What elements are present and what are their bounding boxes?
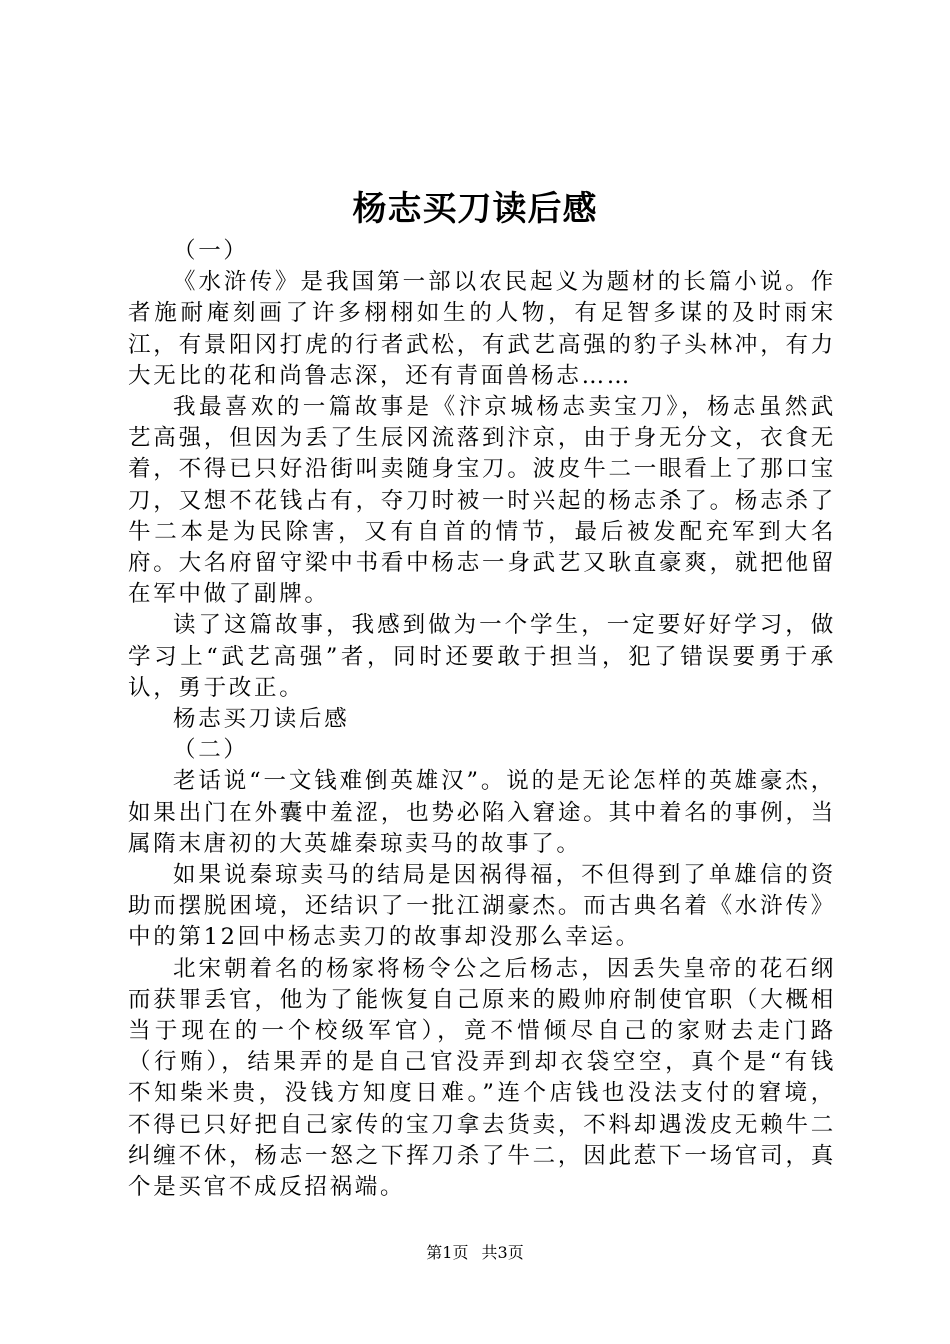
section-subtitle: 杨志买刀读后感 — [173, 706, 350, 733]
document-body — [128, 236, 836, 1203]
paragraph: 《水浒传》是我国第一部以农民起义为题材的长篇小说。作者施耐庵刻画了许多栩栩如生的人物，有足智多谋的及时雨宋江，有景阳冈打虎的行者武松，有武艺高强的豹子头林冲，有力大无比的花和尚鲁志深，还有青面兽杨志…… — [128, 269, 836, 389]
paragraph: 我最喜欢的一篇故事是《汴京城杨志卖宝刀》，杨志虽然武艺高强，但因为丢了生辰冈流落到汴京，由于身无分文，衣食无着，不得已只好沿街叫卖随身宝刀。波皮牛二一眼看上了那口宝刀，又想不花钱占有，夺刀时被一时兴起的杨志杀了。杨志杀了牛二本是为民除害，又有自首的情节，最后被发配充军到大名府。大名府留守梁中书看中杨志一身武艺又耿直豪爽，就把他留在军中做了副牌。 — [128, 394, 836, 608]
paragraph: 老话说“一文钱难倒英雄汉”。说的是无论怎样的英雄豪杰，如果出门在外囊中羞涩，也势必陷入窘途。其中着名的事例，当属隋末唐初的大英雄秦琼卖马的故事了。 — [128, 768, 836, 857]
paragraph: 读了这篇故事，我感到做为一个学生，一定要好好学习，做学习上“武艺高强”者，同时还要敢于担当，犯了错误要勇于承认，勇于改正。 — [128, 612, 836, 701]
section-marker-two: （二） — [173, 737, 249, 764]
page-number: 第1页 — [426, 1243, 469, 1262]
paragraph: 如果说秦琼卖马的结局是因祸得福，不但得到了单雄信的资助而摆脱困境，还结识了一批江湖豪杰。而古典名着《水浒传》中的第12回中杨志卖刀的故事却没那么幸运。 — [128, 862, 836, 951]
page-total: 共3页 — [481, 1243, 524, 1262]
page-footer — [0, 1242, 950, 1264]
document-title: 杨志买刀读后感 — [352, 189, 598, 229]
section-marker-one: （一） — [173, 238, 249, 264]
paragraph: 北宋朝着名的杨家将杨令公之后杨志，因丢失皇帝的花石纲而获罪丢官，他为了能恢复自己原来的殿帅府制使官职（大概相当于现在的一个校级军官），竟不惜倾尽自己的家财去走门路（行贿），结果弄的是自己官没弄到却衣袋空空，真个是“有钱不知柴米贵，没钱方知度日难。”连个店钱也没法支付的窘境，不得已只好把自己家传的宝刀拿去货卖，不料却遇泼皮无赖牛二纠缠不休，杨志一怒之下挥刀杀了牛二，因此惹下一场官司，真个是买官不成反招祸端。 — [128, 955, 836, 1201]
